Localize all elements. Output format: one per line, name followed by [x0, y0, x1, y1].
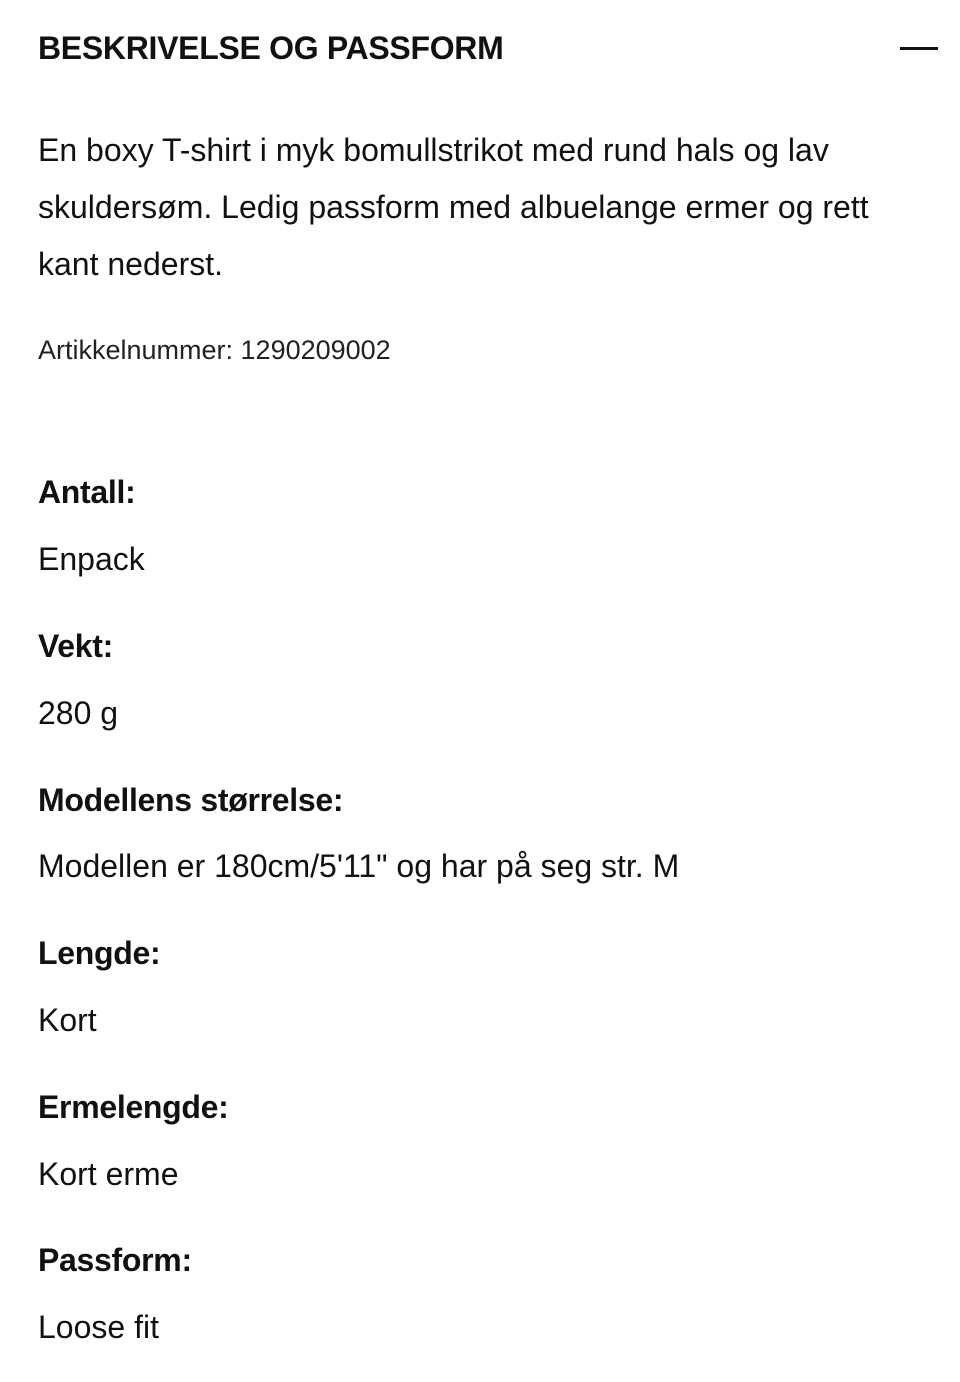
product-description: En boxy T-shirt i myk bomullstrikot med rund hals og lav skuldersøm. Ledig passform med albuelange ermer og rett kant nederst.: [38, 132, 869, 282]
attribute-label-model-size: Modellens størrelse:: [38, 782, 344, 818]
accordion-header[interactable]: [38, 26, 922, 70]
attribute-label-length: Lengde:: [38, 935, 161, 971]
attribute-value-sleeve-length: Kort erme: [38, 1156, 179, 1192]
attribute-label-sleeve-length: Ermelengde:: [38, 1089, 229, 1125]
minus-icon[interactable]: [900, 33, 938, 63]
attribute-value-quantity: Enpack: [38, 541, 145, 577]
attribute-value-fit: Loose fit: [38, 1309, 159, 1345]
attribute-value-length: Kort: [38, 1002, 97, 1038]
attribute-label-quantity: Antall:: [38, 474, 136, 510]
attribute-value-model-size: Modellen er 180cm/5'11" og har på seg str. M: [38, 848, 680, 884]
attribute-label-fit: Passform:: [38, 1242, 192, 1278]
article-number: Artikkelnummer: 1290209002: [38, 335, 391, 365]
accordion-title: BESKRIVELSE OG PASSFORM: [38, 29, 504, 66]
attribute-value-weight: 280 g: [38, 695, 119, 731]
attribute-label-weight: Vekt:: [38, 628, 113, 664]
